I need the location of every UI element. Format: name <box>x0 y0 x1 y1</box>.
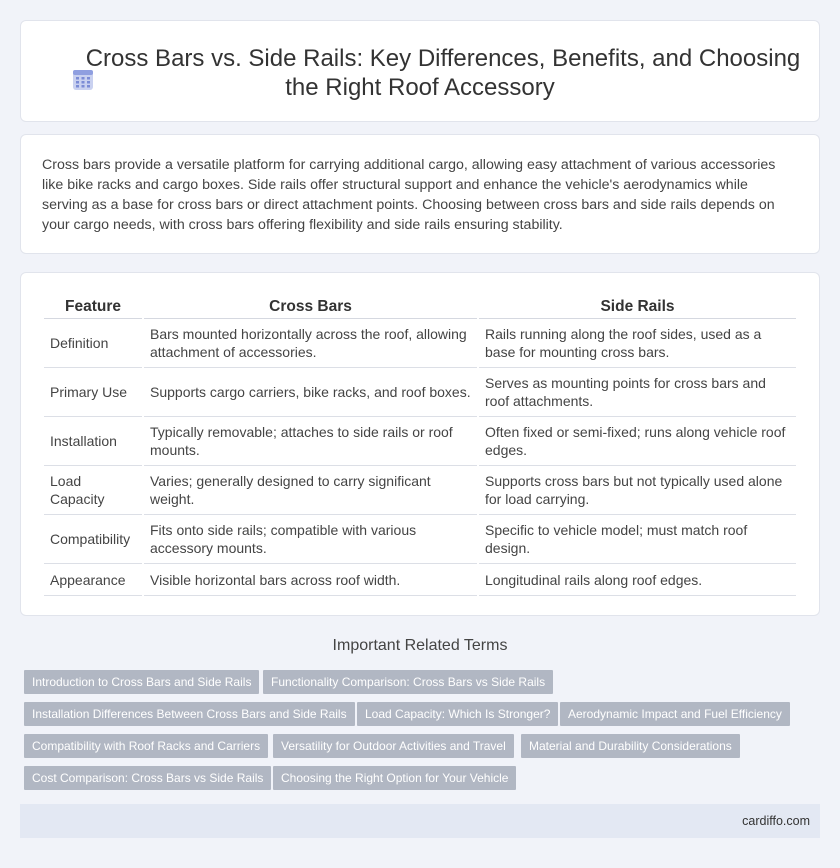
cell-cross-bars: Varies; generally designed to carry significant weight. <box>144 466 477 515</box>
related-tag-link[interactable]: Material and Durability Considerations <box>521 734 740 758</box>
header-side-rails: Side Rails <box>479 295 796 319</box>
related-tag-link[interactable]: Compatibility with Roof Racks and Carriers <box>24 734 268 758</box>
cell-feature: Appearance <box>44 564 142 596</box>
table-row <box>44 564 796 596</box>
table-row <box>44 515 796 564</box>
related-tag-link[interactable]: Installation Differences Between Cross Bars and Side Rails <box>24 702 355 726</box>
cell-cross-bars: Supports cargo carriers, bike racks, and roof boxes. <box>144 368 477 417</box>
cell-feature: Compatibility <box>44 515 142 564</box>
related-terms-heading: Important Related Terms <box>332 637 508 654</box>
table-header-row <box>44 295 796 319</box>
header-cross-bars: Cross Bars <box>144 295 477 319</box>
related-tag-link[interactable]: Aerodynamic Impact and Fuel Efficiency <box>560 702 790 726</box>
page-title-line1: Cross Bars vs. Side Rails: Key Differences, Benefits, and Choosing <box>85 45 801 72</box>
comparison-table <box>42 295 798 596</box>
header-feature: Feature <box>44 295 142 319</box>
page-title <box>21 44 819 102</box>
title-card <box>20 20 820 122</box>
table-row <box>44 368 796 417</box>
cell-cross-bars: Bars mounted horizontally across the roof, allowing attachment of accessories. <box>144 319 477 368</box>
cell-side-rails: Often fixed or semi-fixed; runs along vehicle roof edges. <box>479 417 796 466</box>
footer <box>20 804 820 838</box>
cell-side-rails: Supports cross bars but not typically used alone for load carrying. <box>479 466 796 515</box>
related-tag-link[interactable]: Choosing the Right Option for Your Vehicle <box>273 766 516 790</box>
cell-cross-bars: Visible horizontal bars across roof width. <box>144 564 477 596</box>
related-tag-link[interactable]: Cost Comparison: Cross Bars vs Side Rails <box>24 766 271 790</box>
related-tag-link[interactable]: Introduction to Cross Bars and Side Rails <box>24 670 259 694</box>
summary-text: Cross bars provide a versatile platform for carrying additional cargo, allowing easy attachment of various accessories like bike racks and cargo boxes. Side rails offer structural support and enhance the vehicle's aerodynamics while serving as a base for cross bars or direct attachment points. Choosing between cross bars and side rails depends on your cargo needs, with cross bars offering flexibility and side rails ensuring stability. <box>42 157 776 233</box>
summary-card <box>20 134 820 254</box>
cell-cross-bars: Typically removable; attaches to side rails or roof mounts. <box>144 417 477 466</box>
cell-feature: Installation <box>44 417 142 466</box>
table-row <box>44 417 796 466</box>
related-tag-link[interactable]: Functionality Comparison: Cross Bars vs Side Rails <box>263 670 553 694</box>
cell-feature: Load Capacity <box>44 466 142 515</box>
table-row <box>44 319 796 368</box>
cell-side-rails: Longitudinal rails along roof edges. <box>479 564 796 596</box>
footer-site-link[interactable]: cardiffo.com <box>742 814 810 828</box>
cell-feature: Definition <box>44 319 142 368</box>
comparison-table-card <box>20 272 820 616</box>
related-tag-link[interactable]: Load Capacity: Which Is Stronger? <box>357 702 558 726</box>
related-tag-link[interactable]: Versatility for Outdoor Activities and Travel <box>273 734 514 758</box>
page-title-line2: the Right Roof Accessory <box>285 74 555 101</box>
cell-side-rails: Serves as mounting points for cross bars and roof attachments. <box>479 368 796 417</box>
cell-feature: Primary Use <box>44 368 142 417</box>
cell-side-rails: Rails running along the roof sides, used as a base for mounting cross bars. <box>479 319 796 368</box>
cell-cross-bars: Fits onto side rails; compatible with various accessory mounts. <box>144 515 477 564</box>
table-row <box>44 466 796 515</box>
cell-side-rails: Specific to vehicle model; must match roof design. <box>479 515 796 564</box>
